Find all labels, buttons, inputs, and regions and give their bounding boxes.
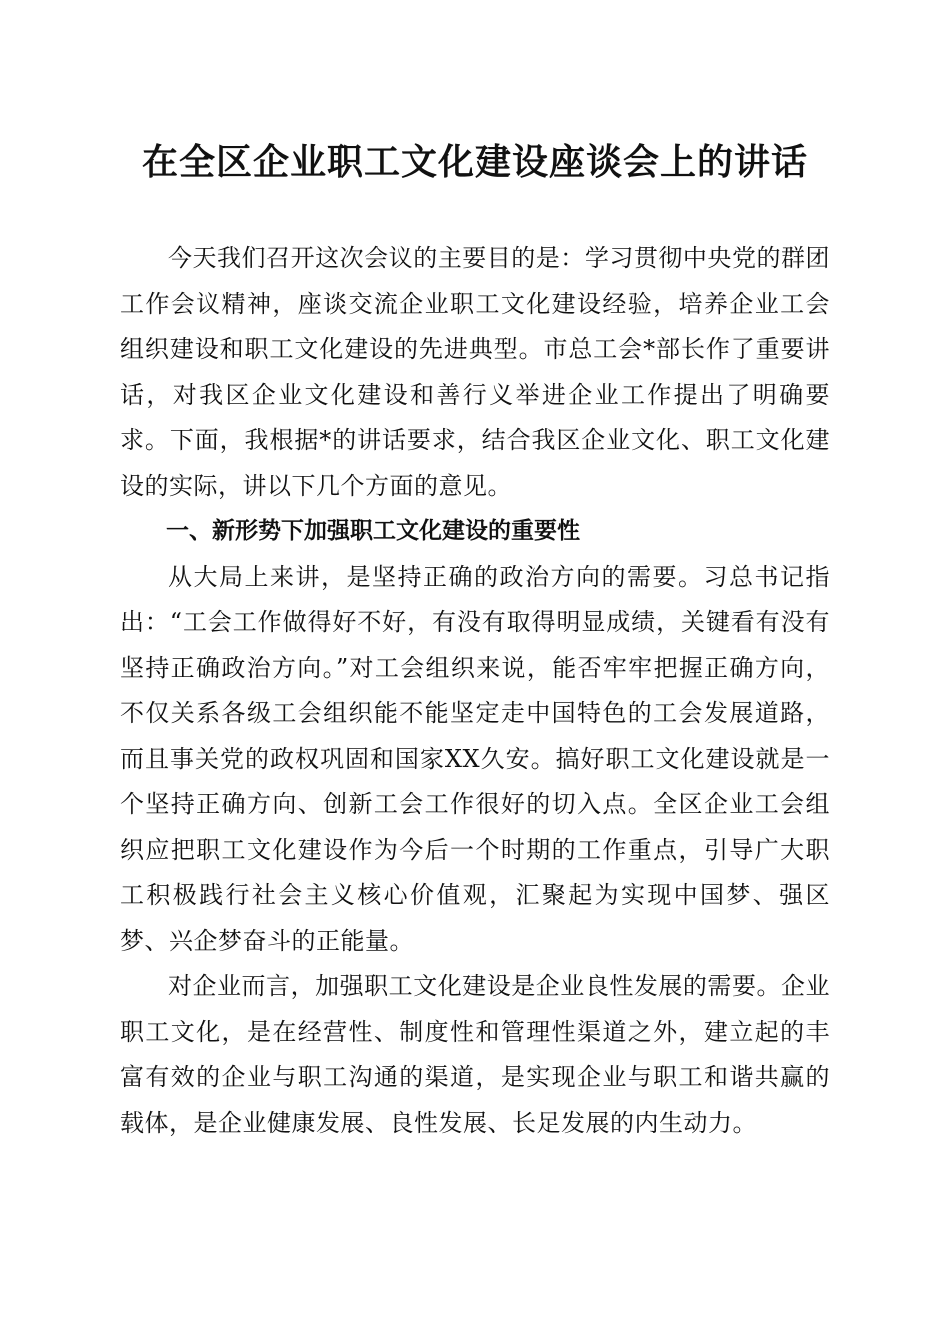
section-paragraph-2: 对企业而言，加强职工文化建设是企业良性发展的需要。企业职工文化，是在经营性、制度性和管理性渠道之外，建立起的丰富有效的企业与职工沟通的渠道，是实现企业与职工和谐共赢的载体，是企业健康发展、良性发展、长足发展的内生动力。 <box>120 972 830 1137</box>
document-title: 在全区企业职工文化建设座谈会上的讲话 <box>141 141 808 183</box>
document-page <box>120 130 830 1146</box>
section-heading: 一、新形势下加强职工文化建设的重要性 <box>166 518 580 544</box>
section-paragraph-1: 从大局上来讲，是坚持正确的政治方向的需要。习总书记指出：“工会工作做得好不好，有没有取得明显成绩，关键看有没有坚持正确政治方向。”对工会组织来说，能否牢牢把握正确方向，不仅关系各级工会组织能不能坚定走中国特色的工会发展道路，而且事关党的政权巩固和国家XX久安。搞好职工文化建设就是一个坚持正确方向、创新工会工作很好的切入点。全区企业工会组织应把职工文化建设作为今后一个时期的工作重点，引导广大职工积极践行社会主义核心价值观，汇聚起为实现中国梦、强区梦、兴企梦奋斗的正能量。 <box>120 562 830 955</box>
intro-paragraph: 今天我们召开这次会议的主要目的是：学习贯彻中央党的群团工作会议精神，座谈交流企业职工文化建设经验，培养企业工会组织建设和职工文化建设的先进典型。市总工会*部长作了重要讲话，对我区企业文化建设和善行义举进企业工作提出了明确要求。下面，我根据*的讲话要求，结合我区企业文化、职工文化建设的实际，讲以下几个方面的意见。 <box>120 244 830 500</box>
